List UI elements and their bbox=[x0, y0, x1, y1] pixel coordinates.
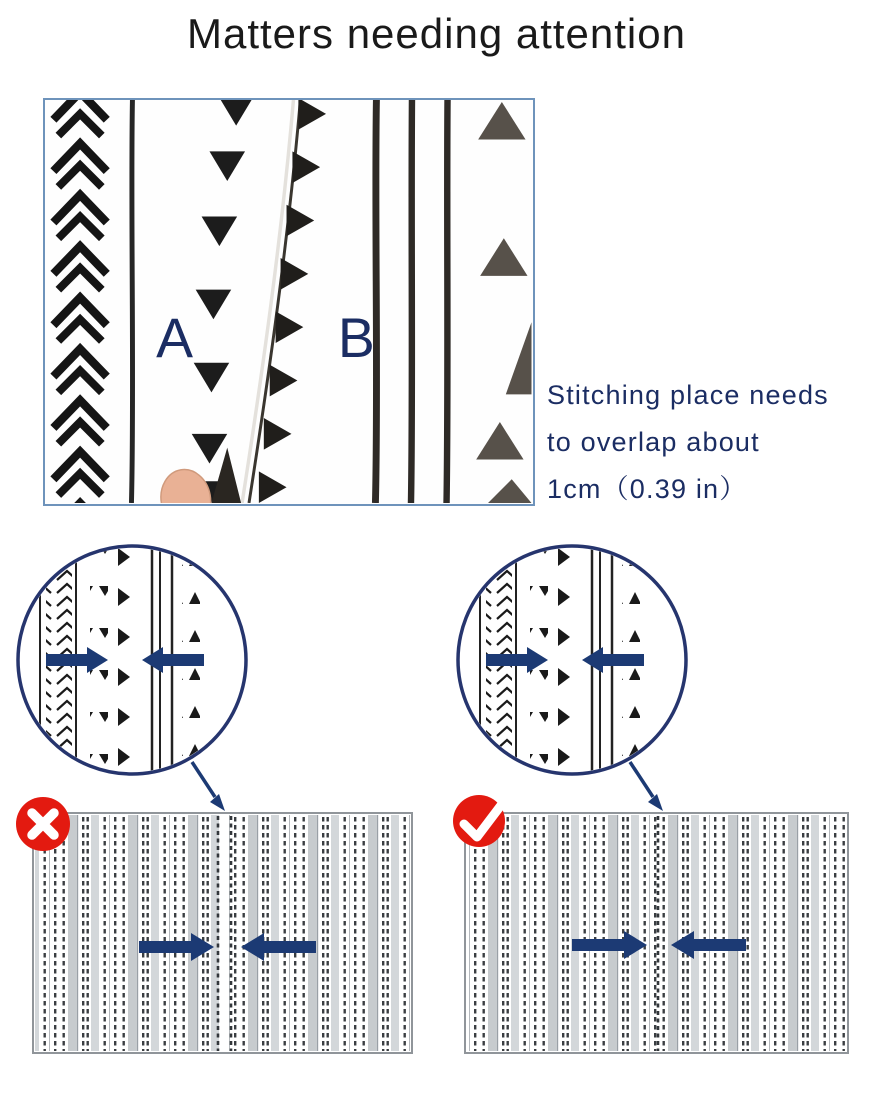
arrow-down-right-icon bbox=[192, 762, 225, 811]
sheet-b-label: B bbox=[337, 306, 375, 369]
overlap-note-line-3: 1cm（0.39 in） bbox=[547, 474, 748, 504]
overlap-note bbox=[547, 372, 857, 513]
cross-badge bbox=[16, 797, 70, 851]
seam-gap bbox=[220, 815, 229, 1051]
wallpaper-panel-wrong bbox=[16, 797, 412, 1053]
magnifier-circle-left bbox=[18, 546, 246, 774]
overlap-note-line-1: Stitching place needs bbox=[547, 380, 829, 410]
wallpaper-photo-art bbox=[45, 100, 532, 503]
overlap-note-line-2: to overlap about bbox=[547, 427, 760, 457]
sheet-a-label: A bbox=[156, 306, 194, 369]
wallpaper-panel-correct bbox=[453, 795, 848, 1053]
arrow-down-right-icon bbox=[630, 762, 663, 811]
sheet-a-line bbox=[131, 100, 132, 503]
alignment-diagram bbox=[0, 520, 873, 1100]
page-title: Matters needing attention bbox=[187, 10, 686, 57]
magnifier-circle-right bbox=[458, 546, 686, 774]
check-badge bbox=[453, 795, 505, 847]
wallpaper-seam-photo bbox=[43, 98, 535, 506]
